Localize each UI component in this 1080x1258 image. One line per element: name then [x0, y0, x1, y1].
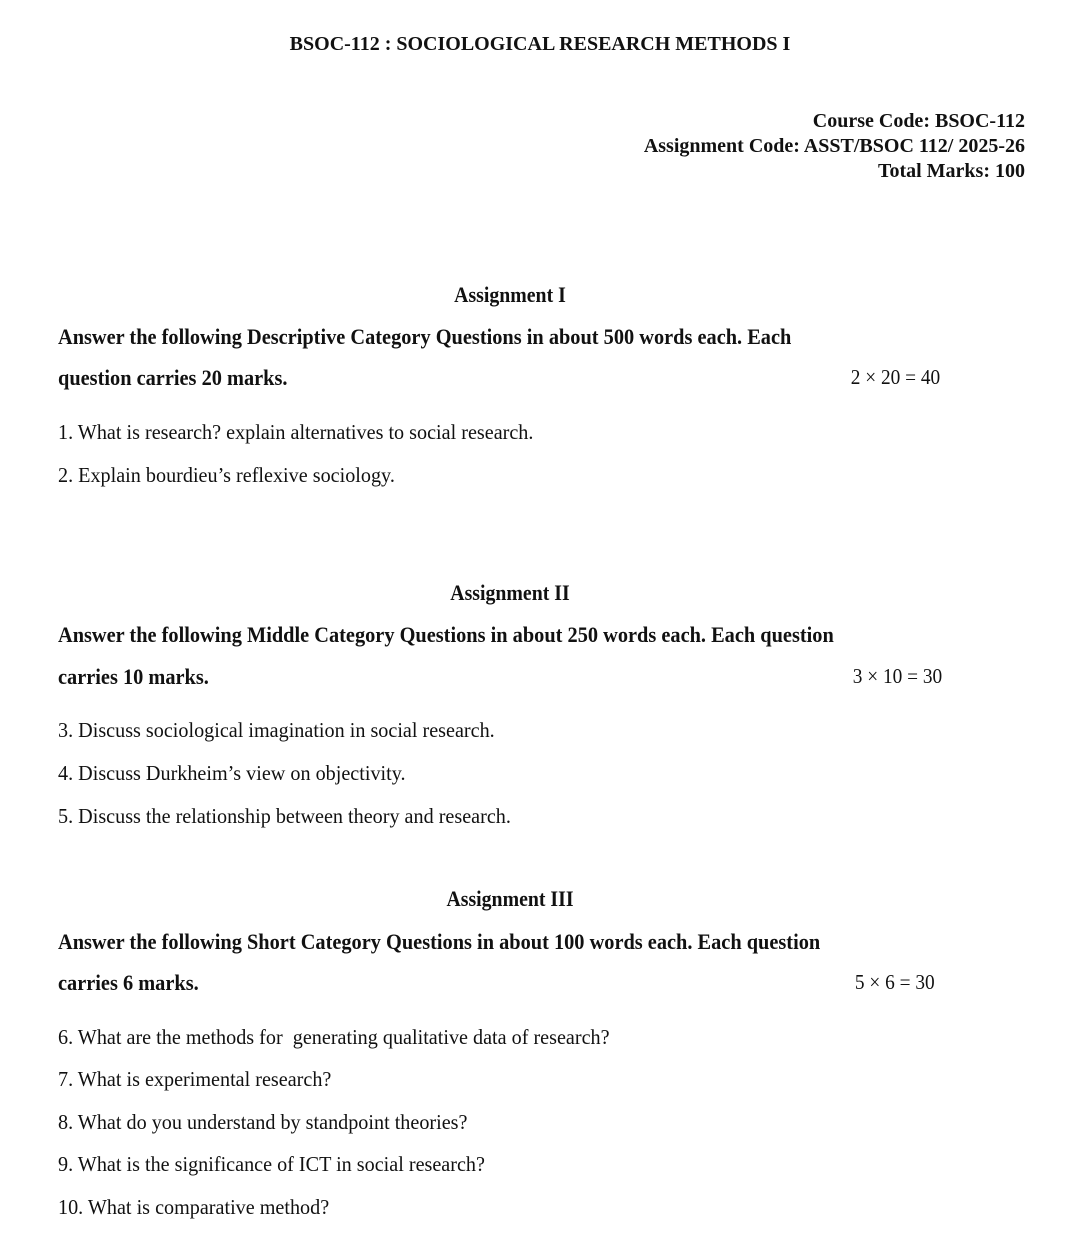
question-item [58, 1067, 331, 1092]
question-number: 1. [58, 420, 74, 444]
question-item [58, 1025, 610, 1050]
assignment-instruction-line-1: Answer the following Short Category Questions in about 100 words each. Each question [58, 929, 821, 954]
assignment-heading: Assignment III [446, 886, 574, 911]
question-number: 9. [58, 1152, 74, 1176]
question-item [58, 1195, 329, 1220]
question-text: What is the significance of ICT in social research? [77, 1152, 485, 1176]
assignment-instruction-line-2: question carries 20 marks. [58, 365, 288, 390]
question-number: 2. [58, 463, 74, 487]
assignment-instruction-line-2: carries 10 marks. [58, 664, 209, 689]
question-number: 6. [58, 1025, 74, 1049]
question-item [58, 1110, 467, 1135]
question-number: 5. [58, 804, 74, 828]
question-item [58, 718, 495, 743]
question-item [58, 804, 511, 829]
question-text: Discuss the relationship between theory and research. [78, 804, 511, 828]
question-number: 10. [58, 1195, 84, 1219]
assignment-instruction-line-1: Answer the following Middle Category Questions in about 250 words each. Each question [58, 622, 834, 647]
question-item [58, 420, 533, 445]
question-item [58, 1152, 485, 1177]
assignment-code: Assignment Code: ASST/BSOC 112/ 2025-26 [643, 135, 1025, 157]
question-text: Explain bourdieu’s reflexive sociology. [78, 463, 395, 487]
question-number: 8. [58, 1110, 74, 1134]
question-item [58, 463, 395, 488]
assignment-instruction-line-2: carries 6 marks. [58, 970, 199, 995]
marks-formula: 2 × 20 = 40 [850, 365, 940, 389]
question-number: 4. [58, 761, 74, 785]
question-number: 7. [58, 1067, 74, 1091]
total-marks: Total Marks: 100 [877, 160, 1025, 182]
question-text: Discuss Durkheim’s view on objectivity. [78, 761, 406, 785]
question-text: What is experimental research? [77, 1067, 332, 1091]
question-number: 3. [58, 718, 74, 742]
assignment-heading: Assignment I [454, 282, 566, 307]
question-text: What is comparative method? [87, 1195, 330, 1219]
course-code: Course Code: BSOC-112 [812, 110, 1025, 132]
question-text: What are the methods for generating qualitative data of research? [77, 1025, 610, 1049]
question-item [58, 761, 406, 786]
question-text: What is research? explain alternatives to social research. [77, 420, 534, 444]
question-text: What do you understand by standpoint theories? [77, 1110, 468, 1134]
marks-formula: 3 × 10 = 30 [852, 664, 942, 688]
marks-formula: 5 × 6 = 30 [855, 970, 935, 994]
assignment-instruction-line-1: Answer the following Descriptive Category Questions in about 500 words each. Each [58, 324, 792, 349]
document-title: BSOC-112 : SOCIOLOGICAL RESEARCH METHODS I [289, 33, 791, 55]
question-text: Discuss sociological imagination in social research. [78, 718, 495, 742]
assignment-heading: Assignment II [450, 580, 570, 605]
